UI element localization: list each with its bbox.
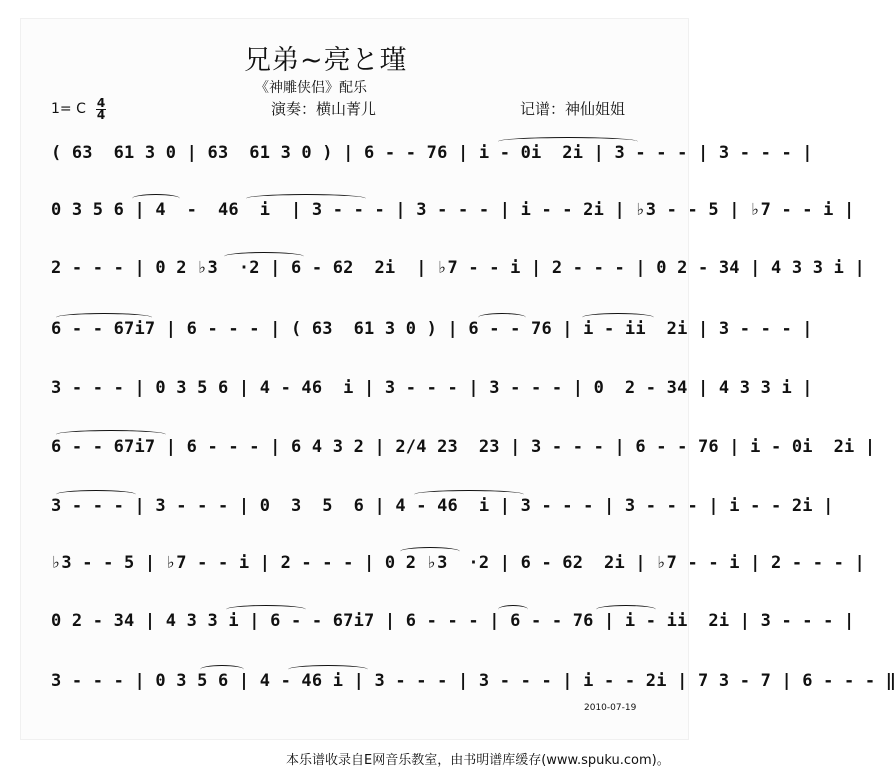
score-line-notes: 0 3 5 6 | 4 - 46 i | 3 - - - | 3 - - - | i - - 2i | ♭3 - - 5 | ♭7 - - i | [51, 200, 855, 220]
score-line-notes: 3 - - - | 0 3 5 6 | 4 - 46 i | 3 - - - | 3 - - - | 0 2 - 34 | 4 3 3 i | [51, 378, 813, 398]
score-line [51, 378, 813, 408]
score-line [51, 319, 813, 349]
tie-slur [478, 313, 526, 322]
tie-slur [288, 665, 368, 674]
score-line [51, 611, 855, 641]
score-line [51, 496, 834, 526]
tie-slur [56, 313, 152, 322]
score-line-notes: ♭3 - - 5 | ♭7 - - i | 2 - - - | 0 2 ♭3 ·2 | 6 - 62 2i | ♭7 - - i | 2 - - - | [51, 553, 865, 573]
tie-slur [246, 194, 366, 203]
tie-slur [56, 430, 166, 439]
score-line-notes: 6 - - 67i7 | 6 - - - | ( 63 61 3 0 ) | 6 - - 76 | i - ii 2i | 3 - - - | [51, 319, 813, 339]
score-line [51, 671, 896, 701]
performer-credit: 演奏：横山菁儿 [271, 100, 377, 118]
score-line [51, 553, 865, 583]
score-line [51, 437, 876, 467]
tie-slur [224, 252, 304, 261]
tie-slur [498, 605, 528, 614]
tie-slur [226, 605, 306, 614]
tie-slur [582, 313, 654, 322]
time-signature [96, 98, 106, 121]
song-title: 兄弟~亮と瑾 [244, 45, 408, 76]
score-line-notes: 6 - - 67i7 | 6 - - - | 6 4 3 2 | 2/4 23 23 | 3 - - - | 6 - - 76 | i - 0i 2i | [51, 437, 876, 457]
time-signature-top: 4 [96, 96, 106, 110]
key-signature: 1= C [51, 101, 86, 117]
score-date: 2010-07-19 [584, 703, 637, 713]
tie-slur [400, 547, 460, 556]
transcriber-credit: 记谱：神仙姐姐 [520, 100, 626, 118]
tie-slur [498, 137, 638, 146]
source-footer: 本乐谱收录自E网音乐教室，由书明谱库缓存(www.spuku.com)。 [286, 753, 670, 768]
score-line [51, 143, 813, 173]
song-subtitle: 《神雕侠侣》配乐 [255, 80, 367, 96]
score-line-notes: 3 - - - | 3 - - - | 0 3 5 6 | 4 - 46 i | 3 - - - | 3 - - - | i - - 2i | [51, 496, 834, 516]
tie-slur [200, 665, 244, 674]
score-line-notes: ( 63 61 3 0 | 63 61 3 0 ) | 6 - - 76 | i - 0i 2i | 3 - - - | 3 - - - | [51, 143, 813, 163]
score-line-notes: 0 2 - 34 | 4 3 3 i | 6 - - 67i7 | 6 - - - | 6 - - 76 | i - ii 2i | 3 - - - | [51, 611, 855, 631]
time-signature-bottom: 4 [96, 108, 106, 122]
tie-slur [132, 194, 180, 203]
tie-slur [596, 605, 656, 614]
tie-slur [414, 490, 524, 499]
score-line-notes: 2 - - - | 0 2 ♭3 ·2 | 6 - 62 2i | ♭7 - - i | 2 - - - | 0 2 - 34 | 4 3 3 i | [51, 258, 865, 278]
score-line-notes: 3 - - - | 0 3 5 6 | 4 - 46 i | 3 - - - | 3 - - - | i - - 2i | 7 3 - 7 | 6 - - - ‖ [51, 671, 896, 691]
score-line [51, 258, 865, 288]
score-line [51, 200, 855, 230]
tie-slur [56, 490, 136, 499]
